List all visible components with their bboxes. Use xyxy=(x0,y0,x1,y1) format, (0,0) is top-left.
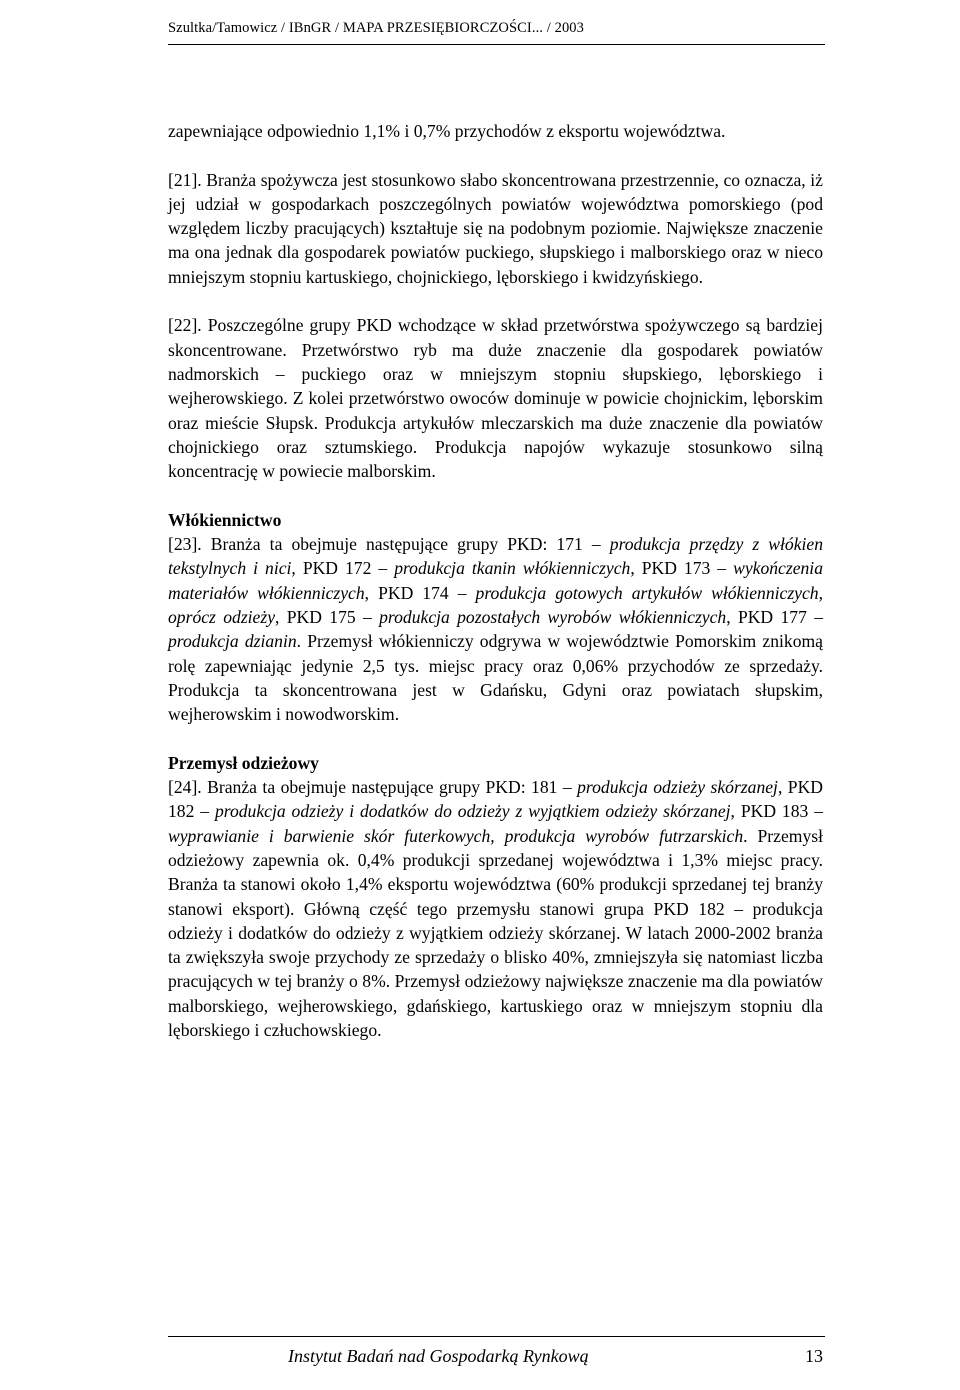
text-run: [23]. Branża ta obejmuje następujące grupy PKD: 171 – xyxy=(168,534,610,555)
italic-run: produkcja przędzy z włókien tekstylnych i nici xyxy=(168,534,823,579)
section-heading-textiles: Włókiennictwo xyxy=(168,509,282,530)
italic-run: produkcja gotowych artykułów włókienniczych, oprócz odzieży xyxy=(168,582,823,627)
page-number: 13 xyxy=(805,1346,823,1366)
page-footer xyxy=(168,1346,825,1372)
paragraph-23 xyxy=(168,532,823,726)
italic-run: wykończenia materiałów włókienniczych xyxy=(168,558,823,603)
italic-run: produkcja dzianin xyxy=(168,631,297,652)
section-textiles xyxy=(168,508,823,727)
running-header: Szultka/Tamowicz / IBnGR / MAPA PRZESIĘBIORCZOŚCI... / 2003 xyxy=(168,20,585,36)
paragraph-24 xyxy=(168,775,823,1042)
italic-run: wyprawianie i barwienie skór futerkowych, produkcja wyrobów futrzarskich xyxy=(168,825,744,846)
italic-run: produkcja tkanin włókienniczych xyxy=(394,558,631,579)
section-heading-clothing: Przemysł odzieżowy xyxy=(168,752,319,773)
paragraph-continued: zapewniające odpowiednio 1,1% i 0,7% przychodów z eksportu województwa. xyxy=(168,121,726,141)
text-run: , PKD 175 – xyxy=(275,606,380,627)
body-text xyxy=(168,119,823,1042)
text-run: , PKD 174 – xyxy=(364,582,476,603)
footer-rule xyxy=(168,1336,825,1337)
text-run: , PKD 177 – xyxy=(726,606,823,627)
text-run: , PKD 182 – xyxy=(168,777,823,822)
section-clothing xyxy=(168,751,823,1043)
italic-run: produkcja odzieży skórzanej xyxy=(577,777,778,798)
text-run: , PKD 183 – xyxy=(730,801,823,822)
text-run: . Przemysł odzieżowy zapewnia ok. 0,4% produkcji sprzedanej województwa i 1,3% miejsc pracy. Branża ta stanowi około 1,4% eksportu województwa (60% produkcji sprzedanej tej branży stanowi eksport). Główną część tego przemysłu stanowi grupa PKD 182 – produkcja odzieży i dodatków do odzieży z wyjątkiem odzieży skórzanej. W latach 2000-2002 branża ta zwiększyła swoje przychody ze sprzedaży o blisko 40%, zmniejszyła się natomiast liczba pracujących w tej branży o 8%. Przemysł odzieżowy największe znaczenie ma dla powiatów malborskiego, wejherowskiego, gdańskiego, kartuskiego oraz w mniejszym stopniu dla lęborskiego i człuchowskiego. xyxy=(168,825,823,1040)
text-run: [24]. Branża ta obejmuje następujące grupy PKD: 181 – xyxy=(168,777,578,798)
text-run: . Przemysł włókienniczy odgrywa w województwie Pomorskim znikomą rolę zapewniając jedynie 2,5 tys. miejsc pracy oraz 0,06% przychodów ze sprzedaży. Produkcja ta skoncentrowana jest w Gdańsku, Gdyni oraz powiatach słupskim, wejherowskim i nowodworskim. xyxy=(168,631,823,725)
italic-run: produkcja pozostałych wyrobów włókienniczych xyxy=(379,606,727,627)
paragraph-21: [21]. Branża spożywcza jest stosunkowo słabo skoncentrowana przestrzennie, co oznacza, iż jej udział w gospodarkach poszczególnych powiatów województwa pomorskiego (pod względem liczby pracujących) kształtuje się na podobnym poziomie. Największe znaczenie ma ona jednak dla gospodarek powiatów puckiego, słupskiego i malborskiego oraz w nieco mniejszym stopniu kartuskiego, chojnickiego, lęborskiego i kwidzyńskiego. xyxy=(168,169,823,287)
footer-institute: Instytut Badań nad Gospodarką Rynkową xyxy=(288,1346,589,1366)
paragraph-22: [22]. Poszczególne grupy PKD wchodzące w skład przetwórstwa spożywczego są bardziej skoncentrowane. Przetwórstwo ryb ma duże znaczenie dla gospodarek powiatów nadmorskich – puckiego oraz w mniejszym stopniu słupskiego, lęborskiego i wejherowskiego. Z kolei przetwórstwo owoców dominuje w powicie chojnickim, lęborskim oraz mieście Słupsk. Produkcja artykułów mleczarskich ma duże znaczenie dla powiatów chojnickiego oraz sztumskiego. Produkcja napojów wykazuje stosunkowo silną koncentrację w powiecie malborskim. xyxy=(168,315,823,482)
header-rule xyxy=(168,44,825,45)
italic-run: produkcja odzieży i dodatków do odzieży z wyjątkiem odzieży skórzanej xyxy=(214,801,731,822)
text-run: , PKD 173 – xyxy=(630,558,734,579)
text-run: , PKD 172 – xyxy=(291,558,395,579)
